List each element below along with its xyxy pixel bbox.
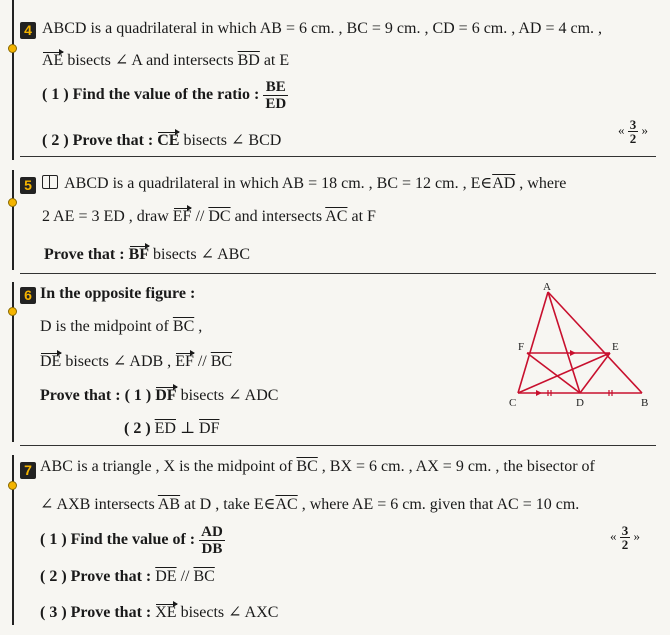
problem-5-question	[44, 244, 250, 264]
ray-ef: EF	[175, 353, 194, 370]
segment-ce	[518, 353, 610, 393]
problem-4-statement	[42, 20, 602, 38]
problem-5-statement	[42, 173, 566, 193]
problem-6-question-1	[40, 385, 278, 405]
problem-number-badge: 5	[20, 177, 36, 194]
statement-text: at D , take E∈	[184, 496, 276, 513]
problem-6-title: In the opposite figure :	[40, 285, 196, 302]
problem-4-question-2	[42, 130, 281, 150]
statement-text: bisects ∠ A and intersects	[67, 52, 234, 69]
problem-number-badge: 7	[20, 462, 36, 479]
problem-7-question-1	[40, 524, 225, 557]
fraction-denominator: ED	[265, 96, 287, 112]
statement-text: bisects ∠ ADB ,	[65, 353, 172, 370]
question-label: Prove that :	[44, 246, 125, 263]
segment-bc: $\overline{BC}$	[172, 318, 195, 335]
segment-bc: $\overline{BC}$	[296, 458, 318, 475]
fraction-numerator: BE	[263, 79, 288, 96]
statement-text: bisects ∠ BCD	[183, 132, 282, 149]
question-label: Prove that : ( 1 )	[40, 387, 152, 404]
statement-text: D is the midpoint of	[40, 318, 169, 335]
segment-ab: $\overline{AB}$	[157, 496, 181, 513]
segment-ed: $\overline{ED}$	[154, 420, 176, 437]
separator	[20, 156, 656, 157]
statement-text: 2 AE = 3 ED , draw	[42, 208, 169, 225]
margin-line	[12, 170, 14, 270]
statement-text: ABCD is a quadrilateral in which AB = 18 cm. , BC = 12 cm. , E∈	[64, 175, 493, 192]
label-a: A	[543, 281, 551, 293]
triangle-figure	[500, 278, 660, 413]
problem-6-line2	[40, 351, 232, 371]
label-c: C	[509, 397, 517, 409]
statement-text: ABCD is a quadrilateral in which AB = 6 cm. , BC = 9 cm. , CD = 6 cm. , AD = 4 cm. ,	[42, 20, 603, 37]
segment-ac: $\overline{AC}$	[275, 496, 298, 513]
bullet-dot	[8, 198, 17, 207]
segment-de: $\overline{DE}$	[155, 568, 177, 585]
side-ab	[548, 292, 642, 393]
problem-7-question-3	[40, 602, 278, 622]
statement-text: ,	[198, 318, 203, 335]
segment-bd: $\overline{BD}$	[237, 52, 260, 69]
parallel-symbol: //	[195, 208, 205, 225]
parallel-symbol: //	[197, 353, 207, 370]
statement-text: at F	[351, 208, 376, 225]
statement-text: , where AE = 6 cm. given that AC = 10 cm.	[301, 496, 580, 513]
statement-text: at E	[263, 52, 290, 69]
fraction-numerator: AD	[201, 524, 223, 540]
segment-dc: $\overline{DC}$	[208, 208, 231, 225]
segment-df: $\overline{DF}$	[199, 420, 220, 437]
statement-text: ∠ AXB intersects	[40, 496, 155, 513]
ray-ae: AE	[42, 52, 64, 69]
bullet-dot	[8, 307, 17, 316]
statement-text: bisects ∠ ADC	[180, 387, 279, 404]
parallel-arrow	[570, 350, 576, 356]
question-label: ( 2 )	[124, 420, 151, 437]
segment-ad: $\overline{AD}$	[492, 175, 516, 192]
statement-text: , BX = 6 cm. , AX = 9 cm. , the bisector of	[321, 458, 595, 475]
problem-number-badge: 4	[20, 22, 36, 39]
problem-4-line2	[42, 50, 289, 70]
problem-number-badge: 6	[20, 287, 36, 304]
score-mark: « $\frac{3}{2}$ »	[618, 117, 648, 146]
ratio-fraction	[263, 79, 288, 112]
label-f: F	[518, 341, 525, 353]
segment-ac: $\overline{AC}$	[325, 208, 348, 225]
ray-de: DE	[40, 353, 62, 370]
fraction-denominator: DB	[201, 541, 223, 557]
margin-line	[12, 0, 14, 160]
ray-df: DF	[155, 387, 177, 404]
book-icon	[42, 175, 58, 189]
parallel-arrow	[536, 390, 542, 396]
ray-bf: BF	[128, 246, 150, 263]
question-label: ( 2 ) Prove that :	[40, 568, 152, 585]
question-label: ( 2 ) Prove that :	[42, 132, 154, 149]
ratio-fraction	[199, 524, 225, 557]
problem-7-statement	[40, 458, 595, 476]
problem-7-line2	[40, 494, 579, 514]
question-label: ( 1 ) Find the value of the ratio :	[42, 86, 260, 104]
label-d: D	[576, 397, 584, 409]
label-b: B	[641, 397, 649, 409]
label-e: E	[612, 341, 619, 353]
bullet-dot	[8, 481, 17, 490]
statement-text: and intersects	[234, 208, 323, 225]
statement-text: bisects ∠ ABC	[153, 246, 250, 263]
perpendicular-symbol: ⊥	[179, 420, 196, 437]
separator	[20, 273, 656, 274]
ray-ef: EF	[172, 208, 192, 225]
segment-bc: $\overline{BC}$	[210, 353, 233, 370]
margin-line	[12, 282, 14, 442]
parallel-symbol: //	[180, 568, 190, 585]
problem-6-line1	[40, 318, 202, 336]
problem-7-question-2	[40, 568, 215, 586]
ray-ce: CE	[157, 132, 180, 149]
separator	[20, 445, 656, 446]
bullet-dot	[8, 44, 17, 53]
problem-5-line2	[42, 208, 376, 226]
segment-bc: $\overline{BC}$	[193, 568, 215, 585]
question-label: ( 1 ) Find the value of :	[40, 531, 196, 549]
statement-text: , where	[519, 175, 567, 192]
ray-xe: XE	[155, 604, 177, 621]
segment-df	[527, 353, 580, 393]
question-label: ( 3 ) Prove that :	[40, 604, 152, 621]
score-mark: « $\frac{3}{2}$ »	[610, 523, 640, 552]
problem-4-question-1	[42, 79, 288, 112]
statement-text: bisects ∠ AXC	[180, 604, 279, 621]
statement-text: ABC is a triangle , X is the midpoint of	[40, 458, 293, 475]
problem-6-question-2	[124, 418, 219, 438]
